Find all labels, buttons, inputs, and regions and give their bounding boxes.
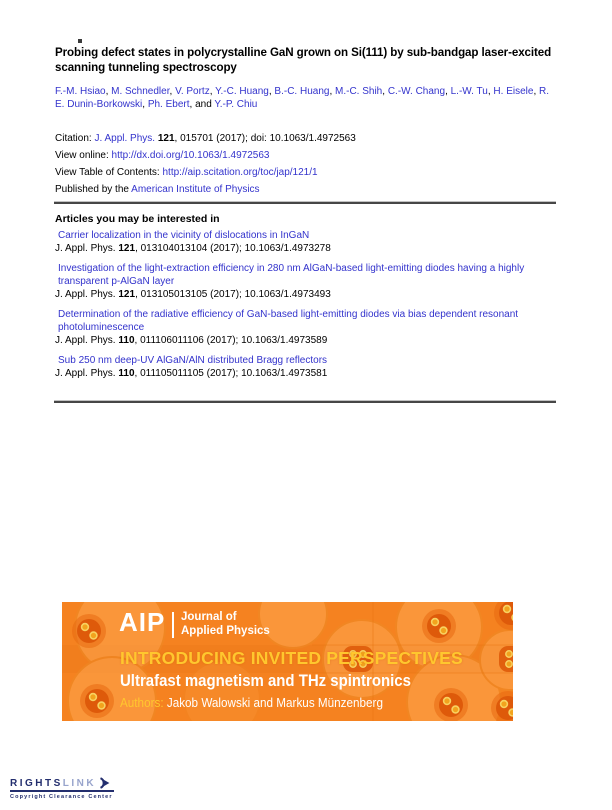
toc-label: View Table of Contents: bbox=[55, 167, 163, 178]
journal-link[interactable]: J. Appl. Phys. bbox=[94, 133, 156, 144]
author-link[interactable]: H. Eisele bbox=[493, 86, 534, 97]
divider-rule-top bbox=[54, 201, 556, 204]
rightslink-arrow-icon bbox=[97, 777, 110, 789]
author-link[interactable]: B.-C. Huang bbox=[274, 86, 330, 97]
author-link[interactable]: C.-W. Chang bbox=[387, 86, 446, 97]
volume-number: 121 bbox=[157, 133, 175, 144]
banner-headline: INTRODUCING INVITED PERSPECTIVES bbox=[120, 648, 463, 668]
citation-block bbox=[55, 130, 555, 198]
published-line bbox=[55, 181, 555, 198]
view-online-line bbox=[55, 147, 555, 164]
publisher-link[interactable]: American Institute of Physics bbox=[131, 184, 260, 195]
citation-line bbox=[55, 130, 555, 147]
related-article-citation: J. Appl. Phys. 110, 011106011106 (2017); 10.1063/1.4973589 bbox=[55, 335, 328, 346]
related-article-link[interactable]: Investigation of the light-extraction efficiency in 280 nm AlGaN-based light-emitting diodes having a highly transparent p-AlGaN layer bbox=[58, 263, 525, 287]
related-articles-list bbox=[55, 229, 556, 387]
author-separator: , and bbox=[189, 99, 215, 110]
author-link[interactable]: V. Portz bbox=[175, 86, 210, 97]
author-link[interactable]: L.-W. Tu bbox=[450, 86, 488, 97]
toc-link[interactable]: http://aip.scitation.org/toc/jap/121/1 bbox=[162, 167, 318, 178]
author-link[interactable]: Y.-P. Chiu bbox=[214, 99, 258, 110]
view-online-label: View online: bbox=[55, 150, 112, 161]
related-article bbox=[55, 354, 556, 380]
citation-rest: , 015701 (2017); doi: 10.1063/1.4972563 bbox=[174, 133, 356, 144]
toc-line bbox=[55, 164, 555, 181]
related-article bbox=[55, 308, 556, 347]
related-article bbox=[55, 262, 556, 301]
author-link[interactable]: F.-M. Hsiao bbox=[55, 86, 106, 97]
related-article-citation: J. Appl. Phys. 121, 013105013105 (2017); 10.1063/1.4973493 bbox=[55, 289, 331, 300]
author-link[interactable]: Ph. Ebert bbox=[147, 99, 190, 110]
author-separator: , bbox=[209, 86, 216, 97]
rightslink-word-link: LINK bbox=[62, 777, 97, 789]
author-separator: , bbox=[329, 86, 336, 97]
rightslink-word-rights: RIGHTS bbox=[10, 777, 63, 789]
doi-link[interactable]: http://dx.doi.org/10.1063/1.4972563 bbox=[111, 150, 270, 161]
related-article-link[interactable]: Determination of the radiative efficiency of GaN-based light-emitting diodes via bias dependent resonant photoluminescence bbox=[58, 309, 519, 333]
published-label: Published by the bbox=[55, 184, 132, 195]
related-articles-heading: Articles you may be interested in bbox=[55, 213, 220, 225]
citation-label: Citation: bbox=[55, 133, 95, 144]
journal-name bbox=[181, 611, 270, 638]
banner-subheadline: Ultrafast magnetism and THz spintronics bbox=[120, 671, 411, 690]
paper-title: Probing defect states in polycrystalline GaN grown on Si(111) by sub-bandgap laser-excited scanning tunneling spectroscopy bbox=[55, 46, 552, 74]
author-link[interactable]: M. Schnedler bbox=[111, 86, 170, 97]
author-link[interactable]: R. E. Dunin-Borkowski bbox=[55, 86, 549, 110]
related-article-link[interactable]: Sub 250 nm deep-UV AlGaN/AlN distributed Bragg reflectors bbox=[58, 355, 328, 366]
square-marker bbox=[78, 39, 82, 43]
banner-authors-label: Authors: bbox=[120, 695, 164, 710]
logo-divider-bar bbox=[172, 612, 174, 638]
author-separator: , bbox=[268, 86, 275, 97]
related-article-link[interactable]: Carrier localization in the vicinity of dislocations in InGaN bbox=[58, 230, 310, 241]
journal-name-line2: Applied Physics bbox=[181, 624, 270, 637]
author-separator: , bbox=[105, 86, 112, 97]
banner-authors-line bbox=[120, 695, 383, 710]
author-link[interactable]: Y.-C. Huang bbox=[215, 86, 269, 97]
journal-name-line1: Journal of bbox=[181, 611, 237, 623]
author-list bbox=[55, 85, 555, 111]
author-separator: , bbox=[169, 86, 176, 97]
author-separator: , bbox=[533, 86, 539, 97]
rightslink-logo[interactable] bbox=[10, 777, 130, 800]
rightslink-wordmark bbox=[10, 777, 130, 789]
divider-rule-bottom bbox=[54, 400, 556, 403]
author-separator: , bbox=[142, 99, 148, 110]
rightslink-tagline: Copyright Clearance Center bbox=[10, 794, 113, 800]
related-article-citation: J. Appl. Phys. 110, 011105011105 (2017); 10.1063/1.4973581 bbox=[55, 368, 328, 379]
rightslink-rule bbox=[10, 790, 114, 792]
banner-authors-names: Jakob Walowski and Markus Münzenberg bbox=[166, 695, 383, 710]
related-article-citation: J. Appl. Phys. 121, 013104013104 (2017); 10.1063/1.4973278 bbox=[55, 243, 331, 254]
author-separator: , bbox=[487, 86, 494, 97]
author-link[interactable]: M.-C. Shih bbox=[335, 86, 383, 97]
author-separator: , bbox=[382, 86, 388, 97]
author-separator: , bbox=[445, 86, 451, 97]
related-article bbox=[55, 229, 556, 255]
aip-promo-banner[interactable] bbox=[62, 602, 513, 721]
aip-logo: AIP bbox=[119, 607, 166, 637]
